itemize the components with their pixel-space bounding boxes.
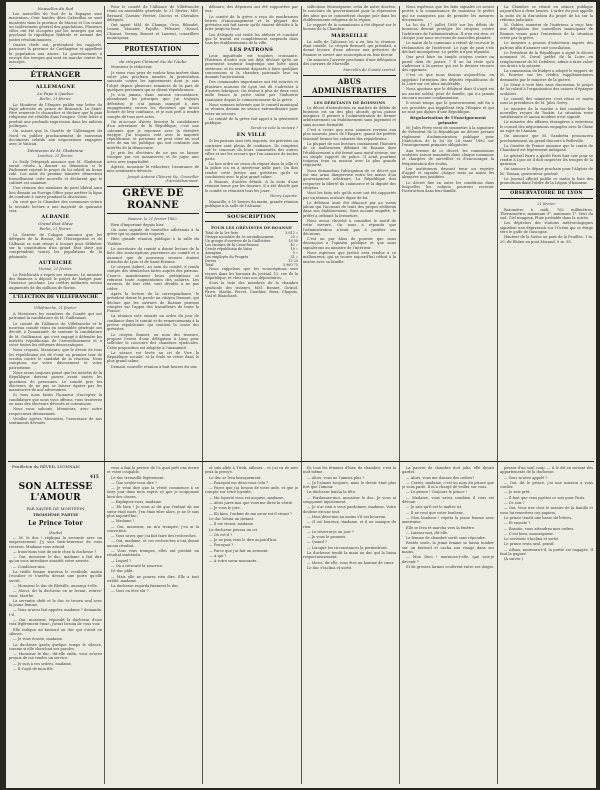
feuilleton-paragraph: — Je ne puis vous le dire aujourd'hui.	[209, 538, 278, 543]
paragraph: Le citoyen Aubert, au nom du comité, a rendu compte des démarches faites auprès des patrons. Ceux-ci maintiennent leurs prétentions et refusent toute augmentation des salaires. Les ouvriers, de leur côté, sont décidés à ne pas céder.	[107, 265, 199, 291]
paragraph: Quatre chefs ont, prétendent les rapports, parcouru la province de Carthagène et appellent la population aux armes. Le gouvernement a envoyé des troupes qui sont en marche contre les insurgés.	[9, 43, 102, 65]
paragraph: Sous la liste des membres de la chambre syndicale des tisseurs, MM. Bonnet, Giraud, Favre, Martin, Perret, Gauthier, Roux, Chapuis, Vial et Blanchard.	[205, 281, 298, 299]
paragraph: Le ministre de la marine a fait connaître les nouvelles reçues du Tonkin. La situation reste satisfaisante et aucun incident n'est signalé.	[500, 106, 593, 120]
feuilleton-paragraph: — Oui. Vous irez chez le notaire de la famille et vous lui remettrez ces papiers.	[500, 506, 593, 515]
article-subheading: du citoyen Clément Sic de l'Aube	[119, 59, 187, 65]
feuilleton-paragraph: — Ensuite, vous attendrez mes ordres.	[504, 526, 575, 531]
signature: Serait-ce cela la victoire ?	[250, 126, 298, 131]
paragraph: Le secrétaire du comité a donné lecture de la liste des souscriptions parvenues au comité et a annoncé que de nouveaux secours étaient attendus de Lyon et de Saint-Étienne.	[107, 246, 199, 264]
column-a	[9, 5, 102, 459]
feuilleton-paragraph: — Laissez-moi, dit-elle.	[406, 530, 449, 535]
feuilleton-paragraph: — Parce que j'ai besoin de votre aide, et que je compte sur votre loyauté.	[205, 486, 298, 495]
feuilleton-text	[9, 536, 102, 671]
newspaper-page	[6, 2, 596, 788]
feuilleton-paragraph: — Il est vivant, madame.	[209, 522, 255, 527]
section-title-greve: GRÈVE DE ROANNE	[107, 186, 199, 214]
feuilleton-paragraph: — Quand ?	[307, 540, 327, 545]
feuilleton-paragraph: — Mais elle ne pourra rien dire. Elle a tout oublié, madame.	[107, 574, 199, 583]
feuilleton-paragraph: — Je vous le jure.	[209, 506, 241, 511]
section-title-observatoire: OBSERVATOIRE DE LYON	[500, 189, 593, 199]
feuilleton-paragraph: — Alors jurez-moi que vous me direz la vérité.	[209, 501, 294, 506]
paragraph: La Gazette de Cologne annonce que les délégués de la Bosnie, de l'Herzégovine et de l'Albanie se sont réunis à Scutari pour délibérer sur la constitution d'un grand Etat slave qui comprendrait toutes les populations de la péninsule.	[9, 233, 102, 259]
feuilleton-part-title: Le Prince Totor	[28, 520, 83, 527]
section-title-abus: ABUS ADMINISTRATIFS	[303, 75, 396, 97]
dateline: Villefranche, 21 février.	[33, 306, 77, 311]
feuilleton-paragraph: — Il faut que vous partiez ce soir pour Paris.	[504, 495, 586, 500]
feuilleton-paragraph: — Pourquoi ?	[209, 543, 234, 548]
paragraph: Rien d'important depuis hier.	[111, 222, 165, 227]
subscription-amount: 3.960 75	[282, 263, 298, 268]
feuilleton-paragraph: — Oui, monsieur le duc, madame a fait dire qu'on vous introduise aussitôt votre arrivée.	[9, 555, 102, 564]
feuilleton-paragraph: — Monsieur le duc de Rhéville, annonça-t-elle.	[13, 583, 98, 588]
paragraph: Les instituteurs devront tenir un registre d'appel et signaler chaque mois au maire les absences non justifiées.	[402, 166, 494, 180]
subscription-amount: 5 »	[292, 251, 298, 256]
article-heading: Grand Etat Slave	[38, 221, 73, 227]
paragraph: Les nouvelles du Sud de la Espagne sont mauvaises. Cent bandes dites Cabecillas se sont montrées dans la province de Murcie et l'on craint un soulèvement général des populations. Plusieurs villes ont été occupées par les insurgés qui ont proclamé la république fédérale et nommé des juntes révolutionnaires.	[9, 12, 102, 42]
paragraph: Leur inquiétude est toujours croissante. Plusieurs d'entre eux ont déjà déclaré qu'ils ne pourraient soutenir longtemps une lutte aussi onéreuse, et ils seraient disposés à faire quelques concessions si la chambre patronale leur en donnait l'autorisation.	[205, 53, 298, 80]
subscription-donor: Divers	[205, 259, 217, 264]
paragraph: Veuillez agréer, Messieurs, l'assurance de nos sentiments dévoués.	[9, 416, 102, 426]
feuilleton-paragraph: — Il ne veut que votre bonheur.	[406, 510, 464, 515]
paragraph: Que peut faire un simple citoyen contre un pareil déni de justice ? Il ne lui reste qu'à s'adresser à la presse qui est le dernier recours des opprimés.	[402, 55, 494, 73]
paragraph: Des commandes importantes ont été retirées et plusieurs maisons de Lyon ont dû s'adresser à d'autres fabriques. On évalue à plus de deux cent mille francs la perte subie par l'industrie roannaise depuis le commencement de la grève.	[205, 80, 298, 102]
signature: Joseph Antoine Clément Sic, Conseiller d'Arrondissement.	[127, 174, 199, 183]
article-subheading: LES DÉBITANTS DE BOISSONS	[313, 99, 386, 105]
feuilleton-paragraph: — Vous m'avez appelé ?	[504, 475, 548, 480]
paragraph: Nous croyons, Messieurs, que le devoir de tous les républicains est de s'unir au premier tour de scrutin contre le candidat de la réaction. Nous comptons sur votre dévouement et votre patriotisme.	[9, 348, 102, 370]
paragraph: Je n'ai jamais, dans aucune circonstance, abandonné les principes que j'ai toujours défendus; je n'ai jamais manqué à mes engagements envers les électeurs qui m'ont honoré de leur confiance, et je suis prêt à rendre compte de tous mes actes.	[107, 93, 199, 119]
paragraph: Nous avons toujours pensé que les intérêts de la République doivent passer avant toutes les questions de personnes. Le comité prie les électeurs de ne pas se laisser égarer par les manœuvres de nos adversaires.	[9, 370, 102, 393]
feuilleton-header: Feuilleton du RÉVEIL LYONNAIS	[12, 464, 80, 469]
feuilleton-paragraph: — Oui, madame, et ces recherches n'ont donné aucun résultat.	[107, 539, 199, 548]
paragraph: La séance est levée au cri de Vive la République sociale! et la foule se retire dans le plus grand calme.	[107, 350, 199, 364]
feuilleton-paragraph: Le prince resta seul, pensif.	[504, 542, 555, 547]
paragraph: On croit que la Chambre des communes votera la seconde lecture à une majorité de quarante voix.	[9, 200, 102, 213]
paragraph: Le Moniteur de l'Empire publie une lettre du Pape adressée au prince de Bismarck. Le Saint-Père remercie le chancelier et déclare que la paix religieuse est rétablie dans l'empire. Cette lettre a produit une profonde impression dans les milieux politiques.	[9, 102, 102, 129]
feuilleton-paragraph: Le serviteur s'inclina et sortit.	[504, 537, 560, 542]
feuilleton-text	[303, 466, 396, 570]
subscription-amount: 31 »	[290, 255, 298, 260]
paragraph: Nous avons cherché à connaître le motif de cette mesure. On nous a répondu que l'administration n'avait pas à justifier ses décisions.	[303, 218, 396, 236]
paragraph: La plupart de nos lecteurs connaissent l'histoire de ce malheureux débitant de Roanne dont l'établissement a été fermé sans motif sérieux, sur un simple rapport de police. Il avait pourtant toujours tenu sa maison avec la plus grande régularité.	[303, 141, 396, 168]
paragraph: Le conseil des ministres s'est réuni ce matin sous la présidence de M. Jules Grévy.	[500, 96, 593, 106]
article-heading: LES PATRONS	[229, 46, 274, 53]
paragraph: Hauteur de la Saône au pont de la Feuillée, 1 m. 20; du Rhône au pont Morand, 0 m. 95.	[500, 235, 593, 244]
paragraph: Le Reichsrath a repris ses séances. Le ministre des finances a déposé le projet de budget pour l'exercice prochain. Les crédits militaires seront augmentés de dix millions de florins.	[9, 272, 102, 290]
feuilleton-paragraph: — Irons-nous tout de suite chez la duchesse ?	[13, 549, 97, 554]
subscription-donor: Cercle républicain de Vaise	[205, 246, 253, 251]
paragraph: Il serait temps que le gouvernement mît fin à ces procédés qui rappellent trop l'Empire et qui ne sont pas dignes d'une République.	[402, 101, 494, 114]
paragraph: Le rapport de la commission a été déposé sur le bureau de la Chambre.	[303, 23, 396, 32]
subscription-donor: Groupe socialiste du 3e arrondissement	[205, 234, 274, 239]
subscription-donor: Les employés du Progrès	[205, 255, 249, 260]
feuilleton-paragraph: La femme de chambre sortit sans répondre.	[406, 536, 487, 541]
feuilleton-paragraph: Le duc pâlit.	[111, 569, 134, 574]
feuilleton-paragraph: — Alors, vous me donnez des ordres?	[406, 475, 475, 480]
feuilleton-col-4	[303, 466, 396, 786]
subscription-donor: Anonyme	[205, 251, 221, 256]
feuilleton-paragraph: — On a retrouvé la nourrice.	[111, 563, 164, 568]
feuilleton-paragraph: — Conduisez-moi.	[13, 564, 46, 569]
paragraph: C'est un pur abus de pouvoir que nous dénonçons à l'opinion publique et que nous signalerons au ministre de l'intérieur.	[303, 237, 396, 250]
feuilleton-col-2	[107, 466, 199, 786]
signature: Marcellin du Comité central.	[343, 67, 396, 72]
feuilleton-paragraph: — Madame, vous savez combien il vous est dévoué.	[402, 495, 494, 505]
paragraph: Agréez, monsieur le rédacteur, l'assurance de mes sentiments dévoués.	[107, 164, 199, 174]
feuilleton-title: SON ALTESSE L'AMOUR	[18, 482, 93, 503]
feuilleton-paragraph: — Eh bien ! Je vous ai dit que l'enfant de ma sœur était mort. J'en étais sûre alors, je ne le suis plus aujourd'hui.	[107, 505, 199, 518]
feuilleton-paragraph: Le prince tendit une liasse de lettres.	[504, 515, 573, 520]
feuilleton-paragraph: — Lorsque les circonstances le permettront.	[307, 545, 389, 550]
dateline: Berlin, 21 février.	[39, 227, 72, 232]
paragraph: A Roanne, d'autres détails. A la suite d'une réunion tenue par les tisseurs, il a été décidé que le comité se réunirait tous les jours.	[205, 180, 298, 193]
column-d	[303, 5, 396, 459]
country-heading: AUTRICHE	[38, 259, 73, 266]
feuilleton-number: 415	[90, 474, 99, 479]
feuilleton-text	[500, 466, 593, 562]
feuilleton-text	[402, 466, 494, 569]
section-heading: Nouvelles du Sud	[37, 6, 74, 11]
paragraph: Le décret d'interdiction en matière de débits de boissons est un des plus abusifs qu'on puisse imaginer. Il permet à l'administration de fermer arbitrairement un établissement sans jugement et sans aucune formalité.	[303, 105, 396, 127]
paragraph: Monsieur le rédacteur,	[111, 65, 153, 70]
feuilleton-paragraph: — Je n'ai rien à vous pardonner, madame. Votre douleur excuse tout.	[303, 505, 396, 514]
feuilleton-col-3	[205, 466, 298, 786]
paragraph: Hier, grande réunion publique à la salle du Théâtre.	[107, 237, 199, 246]
dateline: Roanne, le 21 février 1882.	[128, 216, 178, 221]
feuilleton-paragraph: Restée seule, la jeune femme se laissa tomber sur un fauteuil et cacha son visage dans ses mains.	[402, 541, 494, 555]
paragraph: Les dépêches des stations météorologiques signalent une dépression sur l'Océan qui se dirige vers le golfe de Gascogne.	[500, 221, 593, 235]
feuilleton-paragraph: Ils tous les femmes d'hier, de chambre, c'est la nuit même.	[303, 466, 396, 475]
feuilleton-paragraph: Le duc hésita un instant.	[209, 516, 255, 521]
paragraph: Voici les faits tels qu'ils nous ont été rapportés par un témoin oculaire digne de foi.	[303, 191, 396, 200]
feuilleton-paragraph: La pauvre de chambre doit jolie, elle devait garder.	[402, 466, 494, 475]
paragraph: Si les patrons sont très inquiets, les grévistes au contraire sont pleins de confiance. Ils comptent sur le concours de leurs camarades des autres villes et sur les secours que l'on annonce de toutes parts.	[205, 139, 298, 161]
feuilleton-paragraph: Le duc tressaillit légèrement.	[111, 475, 165, 480]
feuilleton-paragraph: — Merci, dit-elle, vous êtes un homme de cœur.	[307, 560, 395, 565]
paragraph: Si vous nous faites l'honneur d'accepter la candidature que nous vous offrons, vous trouverez en nous des électeurs dévoués et convaincus.	[9, 393, 102, 406]
paragraph: Le citoyen Bonnet, au nom des tisseurs, propose l'envoi d'une délégation à Lyon pour solliciter le concours des chambres syndicales. Cette proposition est adoptée à l'unanimité.	[107, 332, 199, 350]
feuilleton-paragraph: — Ce soir ?	[504, 501, 525, 506]
feuilleton-paragraph: — Monsieur le duc, dit-elle enfin, vous m'avez promis de me rendre un service.	[9, 652, 102, 661]
paragraph: La Gazette de France annonce que le comte de Chambord est légèrement indisposé.	[500, 143, 593, 153]
article-heading: EN VILLE	[236, 132, 267, 139]
paragraph: Baromètre à midi, 762 millimètres. Thermomètre, maximum 9°, minimum 1°. Vent du sud. Ciel nuageux. Pluie probable dans la soirée.	[500, 207, 593, 221]
section-title-election: L'ÉLECTION DE VILLEFRANCHE	[9, 293, 102, 303]
feuilleton-paragraph: — Vous en êtes sûr ?	[111, 589, 149, 594]
subscription-donor: Total de la 1re liste	[205, 230, 239, 235]
paragraph: C'est à croire que nous sommes revenus aux plus mauvais jours de l'Empire, quand les préfets faisaient fermer les cabarets des républicains.	[303, 128, 396, 141]
feuilleton-paragraph: — Parce que j'ai fait un serment.	[209, 548, 269, 553]
dateline: Vienne, 21 février.	[38, 266, 73, 271]
paragraph: On annonce que M. Gambetta prononcera prochainement un grand discours à Belleville.	[500, 134, 593, 143]
paragraph: Nous demandons l'abrogation de ce décret qui est une arme dangereuse entre les mains d'un gouvernement arbitraire. La République doit respecter la liberté du commerce et la dignité des citoyens.	[303, 168, 396, 190]
feuilleton-paragraph: Elle se leva et marcha vers la fenêtre.	[406, 525, 476, 530]
paragraph: On annonce le départ prochain pour l'Algérie de M. Tirman, gouverneur général.	[500, 167, 593, 176]
column-rule	[301, 6, 302, 784]
feuilleton-paragraph: — Lequel ?	[111, 558, 132, 563]
feuilleton-paragraph: — Le prince ! Toujours le prince !	[406, 490, 468, 495]
subscription-amount: 3.812 »	[285, 230, 298, 235]
paragraph: Le général Farre a quitté Paris hier soir pour se rendre à Lyon où il doit inspecter les troupes de la garnison.	[500, 153, 593, 167]
paragraph: Une réunion des membres du parti libéral aura lieu demain au Foreign Office pour arrêter la ligne de conduite à suivre pendant la discussion.	[9, 186, 102, 199]
dateline: 21 février.	[537, 201, 556, 206]
feuilleton-paragraph: — Je veux dire que la vérité commence à se faire jour dans mon esprit, et que je soupçonne bien des choses.	[107, 486, 199, 499]
subscription-amount: 12 25	[288, 259, 298, 264]
feuilleton-paragraph: — Où est-il ?	[209, 532, 233, 537]
feuilleton-paragraph: — Eh bien, l'enfant de ma sœur est-il vivant ?	[209, 511, 293, 516]
paragraph: La réunion vote ensuite un ordre du jour de confiance dans le comité et de remerciements à la presse républicaine qui soutient la cause des grévistes.	[107, 314, 199, 332]
paragraph: Le ministre a promis d'intervenir auprès des patrons afin d'amener une conciliation.	[500, 41, 593, 50]
article-heading: MARSEILLE	[331, 32, 368, 39]
feuilleton-paragraph: — Que voulez-vous dire ?	[111, 480, 158, 485]
column-b	[107, 5, 199, 459]
feuilleton-paragraph: — C'est bien, monseigneur.	[504, 531, 554, 536]
paragraph: La loi du 17 juillet 1880 sur les débits de boissons devrait protéger les citoyens contre l'arbitraire de l'administration. Il n'en est rien, et chaque jour nous recevons de nouvelles plaintes.	[402, 23, 494, 41]
feuilleton-paragraph: — Oui, monsieur, on m'a trompée, j'en ai la conviction.	[107, 524, 199, 533]
feuilleton-paragraph: — Je sais qu'il est le maître ici.	[406, 505, 463, 510]
article-subheading: POUR LES GRÉVISTES DE ROANNE	[211, 224, 292, 230]
paragraph: Le décret fixe en outre les conditions dans lesquelles les enfants pourront recevoir l'instruction dans leur famille.	[402, 180, 494, 194]
feuilleton-paragraph: La duchesse baissa la tête.	[307, 490, 356, 495]
feuilleton-paragraph: vous a fait la preuve de l'a quoi prêt ons écrire et votre coupable.	[107, 466, 199, 475]
section-title-protestation: PROTESTATION	[107, 43, 199, 56]
paragraph: On m'accuse d'avoir favorisé la candidature d'un adversaire de la République; c'est une calomnie que je repousse avec la dernière énergie. J'ai toujours voté avec la majorité républicaine, et personne ne peut citer un seul acte de ma vie publique qui soit contraire aux intérêts de la démocratie.	[107, 119, 199, 150]
paragraph: Le maire de la commune a refusé de recevoir la réclamation de l'intéressé. Le juge de paix s'est déclaré incompétent. Le préfet n'a pas répondu.	[402, 41, 494, 54]
column-rule	[497, 6, 498, 784]
paragraph: Nous espérons que les faits signalés ici seront portés à la connaissance de monsieur le préfet qui ne manquera pas de prendre les mesures nécessaires.	[402, 5, 494, 22]
paragraph: Le comité de l'Alliance de Villefranche et le nouveau comité réuni en assemblée générale ont décidé, à l'unanimité, de soutenir la candidature de M. Guillemaut, qui s'est engagé à défendre les intérêts républicains de l'arrondissement et à voter toutes les réformes démocratiques.	[9, 321, 102, 348]
feuilleton-paragraph: — Mon Dieu ! murmura-t-elle, que vais-je devenir ?	[402, 555, 494, 564]
feuilleton-paragraph: — Allons, murmura-t-il, la partie est engagée. Il faut la gagner.	[500, 547, 593, 557]
paragraph: Le Président de la République a signé le décret nommant M. Duval préfet de la Loire en remplacement de M. Lefebvre, admis à faire valoir ses droits à la retraite.	[500, 50, 593, 68]
feuilleton-paragraph: et suis allée à Tivoli, ailleurs... et j'ai vu de mes yeux la preuve.	[205, 466, 298, 475]
feuilleton-paragraph: — Oui, monsieur, répondit la duchesse d'une voix légèrement émue, j'avais besoin de vous voir.	[9, 618, 102, 627]
paragraph: sollicitons Monseigneur, celui de notre diocèse, le concours du gouvernement pour la répression des abus qui se commettent chaque jour dans les établissements religieux de la région.	[303, 5, 396, 22]
feuilleton-paragraph: — Ma loyauté vous est acquise, madame.	[209, 495, 285, 500]
country-heading: ALLEMAGNE	[35, 83, 76, 90]
paragraph: La salle de l'Alcazar, où a eu lieu la réunion, était comble. Le citoyen Bernard, qui présidait, a donné lecture d'une adresse aux grévistes de Roanne et ouvert une souscription en leur faveur.	[303, 39, 396, 57]
subscription-donor: Les tisseurs de la Croix-Rousse	[205, 242, 259, 247]
feuilleton-paragraph: Le duc s'inclina et sortit.	[307, 565, 353, 570]
subscription-donor: Total	[205, 263, 214, 268]
feuilleton-paragraph: La vieille femme traversa le vestibule, monta l'escalier et s'arrêta devant une porte qu'elle ouvrit.	[9, 570, 102, 583]
paragraph: Ont signé: MM. de Champs, Gros, Riboulet, Lenoir, Monnier, Fayolle, Pélissier, Giraud, Chomat, Vernay, Bonnet et Laurent, conseillers municipaux.	[107, 23, 199, 41]
feuilleton-paragraph: — Je vous écoute, madame.	[13, 637, 64, 642]
paragraph: On annonce l'arrivée prochaine d'une délégation des ouvriers de Marseille.	[303, 57, 396, 67]
feuilleton-paragraph: La duchesse regarda fixement le duc.	[111, 584, 180, 589]
feuilleton-part: TROISIÈME PARTIE	[32, 512, 79, 517]
paragraph: Le débitant avait été dénoncé par un voisin jaloux qui l'accusait de tenir des propos séditieux dans son établissement. Sans aucune enquête, le préfet a ordonné la fermeture.	[303, 200, 396, 218]
feuilleton-col-6	[500, 466, 593, 786]
feuilleton-paragraph: La duchesse poussa un cri.	[209, 527, 259, 532]
feuilleton-text	[205, 466, 298, 564]
feuilleton-paragraph: La duchesse tendit la main au duc qui la baisa respectueusement.	[303, 551, 396, 560]
section-title-souscription: SOUSCRIPTION	[205, 212, 298, 222]
feuilleton-paragraph: penser d'un seul coup. — il le dit en sortant des appartements de la duchesse.	[500, 466, 593, 475]
feuilleton-suite: (Suite)	[48, 530, 63, 535]
feuilleton-paragraph: — Et ensuite ?	[504, 521, 531, 526]
feuilleton-paragraph: (A suivre.)	[504, 557, 523, 562]
paragraph: Marseille, à 10 heures du matin, grande réunion publique à la salle de l'Alcazar.	[205, 199, 298, 209]
feuilleton-paragraph: Le duc se leva brusquement.	[209, 475, 262, 480]
paragraph: Le Journal officiel publie ce matin la liste des promotions dans l'ordre de la Légion d'honneur.	[500, 176, 593, 186]
subscription-amount: 25 »	[290, 234, 298, 239]
paragraph: Nous ajoutons que le débitant dont il s'agit est un ancien soldat, père de famille, qui n'a jamais encouru aucune condamnation.	[402, 87, 494, 100]
paragraph: Le Sénat a voté hier, sans discussion, le projet de loi relatif à l'organisation des caisses d'épargne scolaires.	[500, 83, 593, 96]
feuilleton-paragraph: — Je l'aimais toujours, mais le devoir était plus fort que l'amour.	[303, 480, 396, 490]
feuilleton-paragraph: — M. le duc ! répliqua la servante avec un empressement. J'y suis bien-heureuse de vous recevoir. Madame vous attend.	[9, 536, 102, 549]
paragraph: Pour le comité de l'Alliance de Villefranche réuni en assemblée générale, le 21 février: MM. Bernard, Garnier, Perrier, Ducros et Chevalier, délégués.	[107, 5, 199, 22]
paragraph: Le bon ordre ne cesse de régner dans la ville et la police n'a eu à intervenir nulle part. On doit rendre cette justice aux grévistes qu'ils se conduisent avec le plus grand calme.	[205, 161, 298, 179]
feuilleton-paragraph: — Je suis à vos ordres, madame.	[13, 661, 73, 666]
feuilleton-paragraph: — Vous vous trompez, elles ont produit un résultat inattendu.	[107, 549, 199, 558]
paragraph: Nous rappelons que les souscriptions sont reçues dans les bureaux du journal, 12, rue de la République, et chez tous nos dépositaires.	[205, 267, 298, 281]
paragraph: Aux termes de ce décret, les commissions scolaires seront nommées dans chaque commune et chargées de surveiller et d'encourager la fréquentation des écoles.	[402, 148, 494, 166]
paragraph: Le ministre des affaires étrangères a entretenu le conseil des négociations engagées avec la Chine au sujet de l'Annam.	[500, 120, 593, 134]
feuilleton-paragraph: — Pourquoi me dites-vous cela ?	[209, 480, 269, 485]
feuilleton-rule	[8, 461, 594, 462]
feuilleton-author: PAR XAVIER DE MONTÉPIN	[26, 506, 85, 511]
subscription-table	[205, 231, 298, 268]
feuilleton-paragraph: — Je suis prêt.	[504, 490, 531, 495]
feuilleton-paragraph: La servante obéit et le duc se trouva seul avec la jeune femme.	[9, 598, 102, 608]
feuilleton-paragraph: — Expliquez-vous, madame.	[111, 500, 163, 505]
feuilleton-paragraph: — Mais dites-moi au moins s'il est heureux.	[307, 514, 387, 519]
feuilleton-paragraph: — Alors, vous ne l'aimiez plus ?	[307, 475, 365, 480]
paragraph: La commission du budget a adopté le rapport de M. Rouvier sur les crédits supplémentaires demandés par le ministre de la guerre.	[500, 69, 593, 82]
paragraph: Le Daily Telegraph annonce que M. Gladstone serait résolu à donner sa démission si le Parlement rejetait le projet de loi relatif au home rule. Les amis du premier ministre démentent formellement cette nouvelle et déclarent que le cabinet est unanime.	[9, 159, 102, 186]
feuilleton-paragraph: — Il est heureux, madame, et il ne manque de rien.	[303, 520, 396, 529]
paragraph: Je prie les électeurs de ne pas se laisser tromper par ces manœuvres et de juger mes actes avec impartialité.	[107, 151, 199, 164]
feuilleton-paragraph: — Pardonnez-moi, monsieur le duc. Je vous ai soupçonné injustement.	[303, 495, 396, 505]
feuilleton-paragraph: — A qui ?	[209, 554, 227, 559]
subscription-donor: Un groupe d'ouvriers de la Guillotière	[205, 238, 271, 243]
paragraph: On nous signale de nouvelles adhésions à la grève qui se maintient toujours.	[107, 227, 199, 237]
feuilleton-paragraph: — Vous savez que j'ai fait faire des recherches.	[111, 534, 197, 539]
article-heading: Démission de M. Gladstone	[27, 147, 84, 153]
feuilleton-paragraph: — A votre sœur mourante.	[209, 559, 258, 564]
subscription-amount: 18 50	[288, 238, 298, 243]
paragraph: débours; des dépenses ont été supportées par eux.	[205, 5, 298, 14]
column-f	[500, 5, 593, 459]
paragraph: La Chambre se réunit en séance publique aujourd'hui à deux heures. L'ordre du jour appelle la suite de la discussion du projet de loi sur la réforme judiciaire.	[500, 5, 593, 22]
column-rule	[202, 6, 203, 784]
paragraph: Les délégués ont visité les ateliers et constaté que le travail est complètement suspendu dans tous les établissements de la ville.	[205, 32, 298, 46]
feuilleton-paragraph: — Certes, madame, c'est au nom du prince que je vous parle. Il m'a chargé de veiller sur vous.	[402, 480, 494, 490]
paragraph: C'est ce que nous faisons aujourd'hui, en appelant l'attention des députés républicains de la Loire sur cet abus intolérable.	[402, 73, 494, 87]
paragraph: Le comité de la grève fait appel à la générosité publique.	[205, 116, 298, 126]
article-heading: Régularisation de l'Enseignement primaire	[409, 115, 487, 126]
feuilleton-paragraph: — Madame !	[111, 519, 135, 524]
article-heading: Le Pape à Quebec	[37, 90, 74, 96]
feuilleton-paragraph: — Vous m'avez fait appeler, madame ? demanda-t-il.	[9, 608, 102, 617]
feuilleton-paragraph: — Merci, dit la duchesse en se levant, retirez-vous, Marthe.	[9, 589, 102, 598]
paragraph: M. Jules Ferry vient de soumettre à la signature du Président de la République un décret portant règlement d'administration publique pour l'exécution de la loi du 28 mars 1882 sur l'enseignement primaire obligatoire.	[402, 126, 494, 148]
subscription-amount: 42 »	[290, 242, 298, 247]
paragraph: Nous espérons que justice sera rendue à ce malheureux, qui se trouve aujourd'hui réduit à la misère avec sa famille.	[303, 251, 396, 264]
country-heading: ALBANIE	[41, 214, 70, 221]
feuilleton-paragraph: — Il s'agit de mon fils.	[13, 667, 54, 672]
column-rule	[399, 6, 400, 784]
feuilleton-paragraph: — Le reverrai-je un jour ?	[307, 529, 354, 534]
column-e	[402, 5, 494, 459]
paragraph: On assure que la Gazette de l'Allemagne du Nord va publier prochainement de nouveaux documents relatifs aux négociations engagées avec le Vatican.	[9, 129, 102, 147]
paragraph: Après la lecture de la correspondance, le président donne la parole au citoyen Dumont, qui déclare que les ouvriers de Roanne peuvent compter sur l'appui des travailleurs de toute la France.	[107, 291, 199, 314]
paragraph: A Messieurs les membres du Comité qui ont patronné la candidature de M. Guillemaut.	[9, 312, 102, 321]
feuilleton-col-1	[9, 480, 102, 786]
subscription-amount: 15 »	[290, 246, 298, 251]
paragraph: Le comité de la grève a reçu de nombreuses lettres d'encouragement et la plupart des grévistes ont fait savoir qu'ils étaient décidés à la lutte jusqu'au bout.	[205, 14, 298, 32]
feuilleton-paragraph: — Oui, dit le prince, j'ai une mission à vous confier.	[500, 480, 593, 490]
feuilleton-col-5	[402, 466, 494, 786]
feuilleton-paragraph: Elle indiqua un fauteuil au duc qui s'assit en silence.	[9, 627, 102, 636]
feuilleton-paragraph: — Je vous le promets.	[307, 535, 347, 540]
paragraph: Nous vous saluons, Messieurs, avec notre respectueux dévouement.	[9, 407, 102, 416]
paragraph: Je viens vous prier de vouloir bien insérer dans votre plus prochain numéro la protestation suivante contre les agissements dont je suis l'objet depuis plusieurs semaines de la part de quelques personnes qui se disent républicaines.	[107, 70, 199, 92]
feuilleton-paragraph: Et de grosses larmes coulèrent entre ses doigts.	[406, 564, 494, 569]
dateline: Londres, 21 février.	[37, 153, 74, 158]
feuilleton-paragraph: — Mon bonheur ! répéta la jeune femme avec amertume.	[402, 515, 494, 525]
paragraph: Demain, nouvelle réunion à huit heures du soir.	[111, 364, 198, 369]
paragraph: M. Goblet, ministre de l'intérieur, a reçu hier une délégation des conseillers municipaux de Roanne venus pour l'entretenir de la situation créée par la grève.	[500, 23, 593, 41]
feuilleton-paragraph: La duchesse garda quelque temps le silence, comme si elle cherchait ses paroles.	[9, 642, 102, 651]
column-rule	[104, 6, 105, 784]
section-title-etranger: ÉTRANGER	[9, 68, 102, 81]
column-c	[205, 5, 298, 459]
feuilleton-text	[107, 466, 199, 594]
dateline: Berlin, 21 février.	[39, 96, 72, 101]
signature: Henry Laporte.	[270, 193, 298, 198]
paragraph: Nous sommes informés que le conseil municipal se réunira demain en séance extraordinaire pour voter un secours.	[205, 102, 298, 116]
